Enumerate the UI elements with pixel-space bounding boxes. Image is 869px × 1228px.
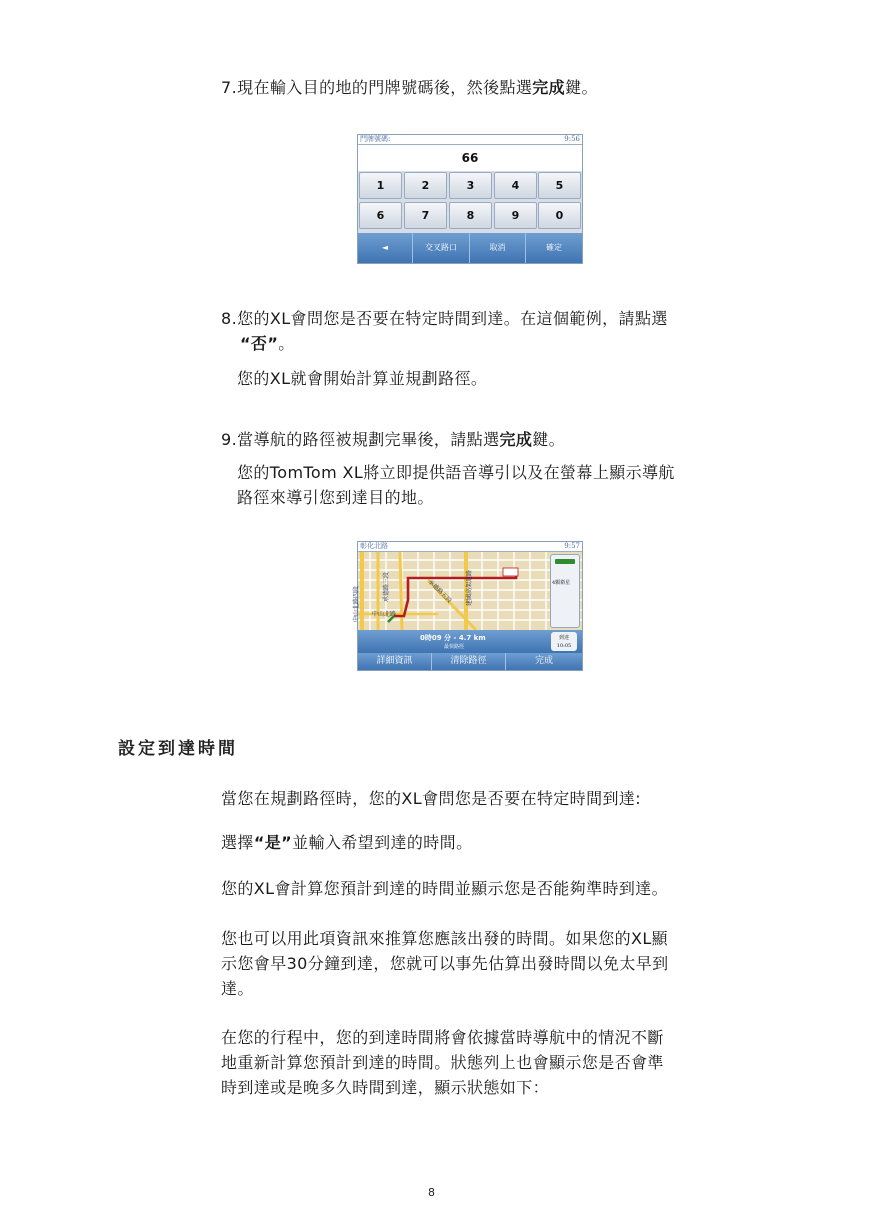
keypad-status-title: 門牌號碼: — [360, 135, 391, 143]
section-p2-bold-yes: 是 — [264, 833, 282, 852]
cancel-button[interactable]: 取消 — [470, 233, 526, 263]
keypad-status-time: 9:56 — [564, 135, 580, 143]
step7-text — [221, 75, 598, 100]
route-type: 最快路徑 — [444, 644, 465, 650]
backspace-button[interactable]: ◄ — [358, 233, 413, 263]
key-9[interactable]: 9 — [494, 202, 537, 229]
route-map[interactable] — [353, 552, 582, 630]
arrival-label: 到達 — [558, 635, 569, 641]
key-2[interactable]: 2 — [404, 172, 447, 199]
section-p5-line2: 地重新計算您預計到達的時間。狀態列上也會顯示您是否會準 — [221, 1053, 664, 1072]
section-heading: 設定到達時間 — [118, 739, 238, 759]
key-0[interactable]: 0 — [538, 202, 581, 229]
map-status-title: 彰化北路 — [360, 542, 388, 550]
section-p5-line1: 在您的行程中，您的到達時間將會依據當時導航中的情況不斷 — [221, 1028, 664, 1047]
road-label-1: 中山北路四段 — [353, 585, 360, 622]
step8-bold-no: 否 — [250, 334, 268, 353]
step8-followup: 您的XL就會開始計算並規劃路徑。 — [237, 369, 488, 388]
map-status-time: 9:57 — [564, 542, 580, 550]
road-label-2: 承德路三段 — [383, 571, 390, 602]
house-number-display: 66 — [358, 145, 582, 171]
section-p2-after: 並輸入希望到達的時間。 — [292, 833, 473, 852]
crossing-button[interactable]: 交叉路口 — [413, 233, 470, 263]
section-p4-line2: 示您會早30分鐘到達，您就可以事先估算出發時間以免太早到 — [221, 954, 669, 973]
map-button-bar — [358, 653, 582, 670]
step7-text-after: 鍵。 — [565, 78, 598, 97]
section-p4-line1: 您也可以用此項資訊來推算您應該出發的時間。如果您的XL顯 — [221, 929, 669, 948]
confirm-button[interactable]: 確定 — [546, 243, 562, 252]
page-number: 8 — [428, 1186, 435, 1199]
section-p2 — [221, 830, 472, 855]
key-4[interactable]: 4 — [494, 172, 537, 199]
section-p2-quote-close: ” — [281, 833, 293, 852]
section-p2-before: 選擇 — [221, 833, 254, 852]
section-p1: 當您在規劃路徑時，您的XL會問您是否要在特定時間到達: — [221, 789, 642, 808]
gps-panel[interactable] — [550, 554, 580, 628]
key-6[interactable]: 6 — [359, 202, 402, 229]
done-button[interactable]: 完成 — [534, 656, 553, 666]
battery-icon — [555, 559, 575, 564]
section-p4-line3: 達。 — [221, 979, 254, 998]
arrival-box — [551, 632, 577, 651]
step8-quote-open: “ — [240, 334, 251, 353]
section-p5-line3: 時到達或是晚多久時間到達，顯示狀態如下： — [221, 1078, 550, 1097]
step9-followup-line1: 您的TomTom XL將立即提供語音導引以及在螢幕上顯示導航 — [237, 463, 675, 482]
satellite-label: 4顆衛星 — [552, 580, 571, 586]
section-p3: 您的XL會計算您預計到達的時間並顯示您是否能夠準時到達。 — [221, 879, 669, 898]
key-5[interactable]: 5 — [538, 172, 581, 199]
trip-summary: 0時09 分 - 4.7 km — [420, 634, 486, 642]
keypad-status-bar — [358, 135, 582, 145]
step8-line2 — [240, 331, 295, 356]
road-label-3: 中山北路 — [372, 611, 397, 618]
clear-route-button[interactable]: 清除路徑 — [432, 653, 506, 670]
step8-line1: 8.您的XL會問您是否要在特定時間到達。在這個範例，請點選 — [221, 309, 668, 328]
arrival-time: 10:05 — [556, 643, 572, 649]
step8-line2-tail: 。 — [278, 334, 295, 353]
step9-followup-line2: 路徑來導引您到達目的地。 — [237, 488, 434, 507]
step9-text — [221, 427, 565, 452]
key-7[interactable]: 7 — [404, 202, 447, 229]
road-label-4: 承德路五段 — [426, 578, 453, 605]
map-status-bar — [358, 542, 582, 552]
trip-info-bar — [358, 630, 582, 653]
step7-bold-done: 完成 — [532, 78, 566, 97]
destination-flag-icon — [503, 568, 518, 576]
details-button[interactable]: 詳細資訊 — [358, 653, 432, 670]
step9-bold-done: 完成 — [499, 430, 533, 449]
section-p2-quote-open: “ — [253, 833, 265, 852]
step9-text-before: 9.當導航的路徑被規劃完畢後，請點選 — [221, 430, 500, 449]
map-screenshot — [353, 541, 583, 671]
keypad-button-bar — [358, 233, 582, 263]
step7-text-before: 7.現在輸入目的地的門牌號碼後，然後點選 — [221, 78, 533, 97]
keypad-screenshot — [357, 134, 583, 264]
step9-text-after: 鍵。 — [532, 430, 566, 449]
key-1[interactable]: 1 — [359, 172, 402, 199]
road-label-5: 建國高架道路 — [466, 569, 473, 606]
key-3[interactable]: 3 — [449, 172, 492, 199]
step8-quote-close: ” — [267, 334, 279, 353]
key-8[interactable]: 8 — [449, 202, 492, 229]
